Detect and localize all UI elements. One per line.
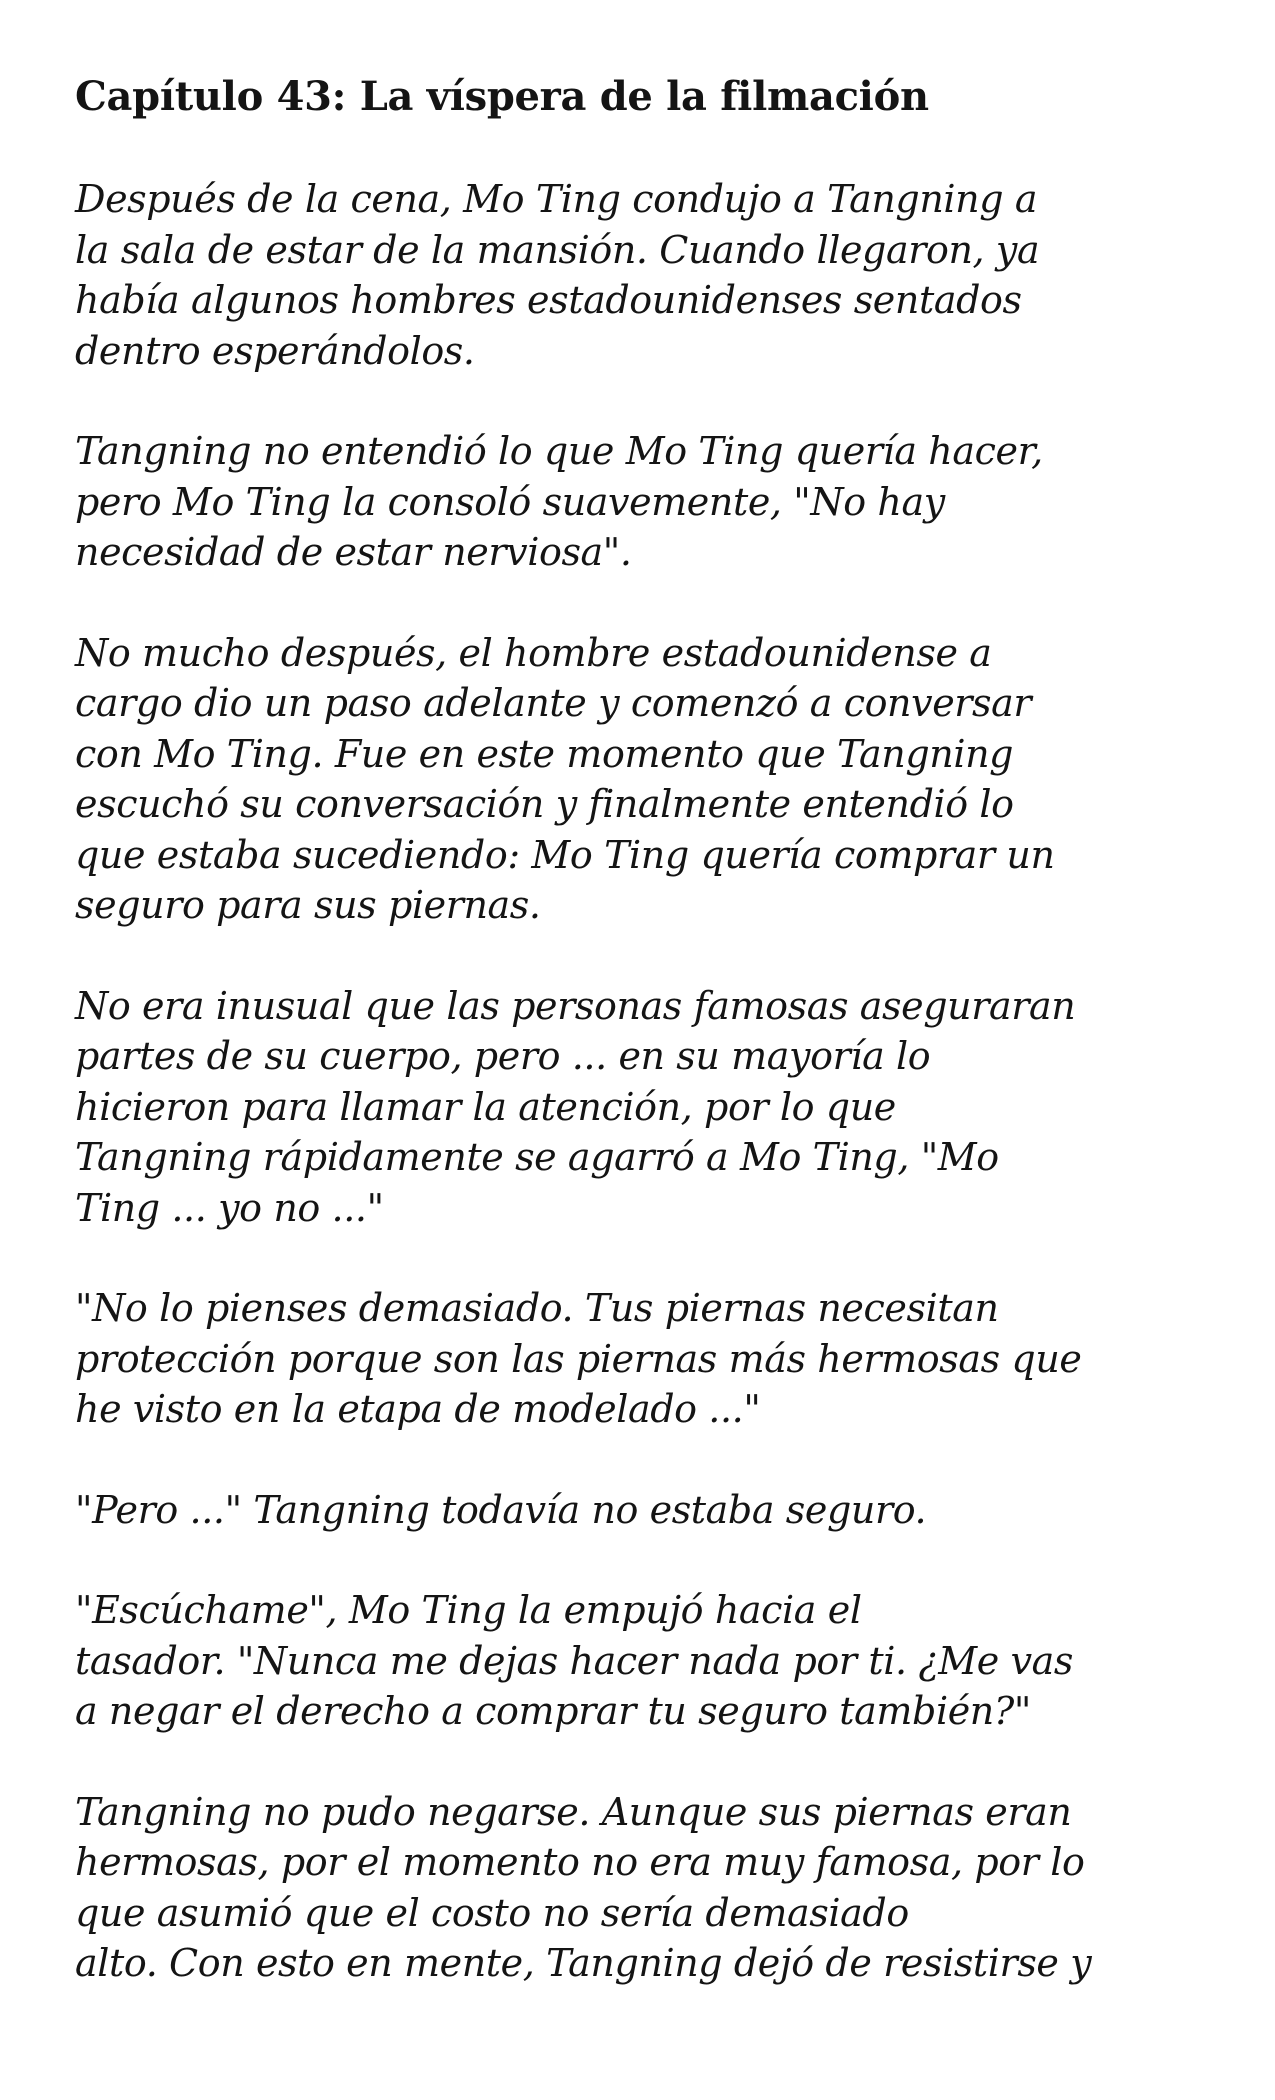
text-line: alto. Con esto en mente, Tangning dejó de resistirse y bbox=[75, 1941, 1092, 1985]
text-line: Ting ... yo no ..." bbox=[75, 1185, 384, 1230]
text-line: Tangning no entendió lo que Mo Ting quería hacer, bbox=[75, 429, 1043, 473]
text-line: hicieron para llamar la atención, por lo que bbox=[75, 1084, 896, 1129]
paragraph-6 bbox=[75, 1485, 1215, 1536]
text-line: Después de la cena, Mo Ting condujo a Tangning a bbox=[75, 177, 1038, 221]
text-line: a negar el derecho a comprar tu seguro también?" bbox=[75, 1689, 1031, 1733]
text-line: que estaba sucediendo: Mo Ting quería comprar un bbox=[75, 832, 1055, 877]
text-line: No mucho después, el hombre estadounidense a bbox=[75, 630, 992, 675]
text-line: con Mo Ting. Fue en este momento que Tangning bbox=[75, 731, 1014, 776]
text-line: cargo dio un paso adelante y comenzó a conversar bbox=[75, 681, 1032, 725]
paragraph-7 bbox=[75, 1585, 1215, 1737]
document-page bbox=[75, 70, 1215, 2039]
chapter-title: Capítulo 43: La víspera de la filmación bbox=[75, 73, 929, 120]
paragraph-8 bbox=[75, 1787, 1215, 1989]
paragraph-1 bbox=[75, 174, 1215, 376]
paragraph-5 bbox=[75, 1283, 1215, 1435]
text-line: Tangning rápidamente se agarró a Mo Ting, "Mo bbox=[75, 1135, 999, 1179]
text-line: seguro para sus piernas. bbox=[75, 883, 541, 927]
text-line: No era inusual que las personas famosas aseguraran bbox=[75, 983, 1076, 1028]
text-line: "No lo pienses demasiado. Tus piernas necesitan bbox=[75, 1286, 999, 1330]
text-line: he visto en la etapa de modelado ..." bbox=[75, 1387, 761, 1431]
text-line: necesidad de estar nerviosa". bbox=[75, 530, 632, 574]
text-line: protección porque son las piernas más hermosas que bbox=[75, 1336, 1082, 1381]
text-line: había algunos hombres estadounidenses sentados bbox=[75, 278, 1022, 322]
text-line: pero Mo Ting la consoló suavemente, "No hay bbox=[75, 479, 945, 524]
text-line: "Escúchame", Mo Ting la empujó hacia el bbox=[75, 1588, 862, 1632]
text-line: escuchó su conversación y finalmente entendió lo bbox=[75, 782, 1014, 826]
paragraph-4 bbox=[75, 981, 1215, 1234]
text-line: partes de su cuerpo, pero ... en su mayoría lo bbox=[75, 1034, 931, 1078]
paragraph-3 bbox=[75, 628, 1215, 931]
text-line: dentro esperándolos. bbox=[75, 328, 475, 373]
text-line: tasador. "Nunca me dejas hacer nada por ti. ¿Me vas bbox=[75, 1638, 1073, 1683]
text-line: Tangning no pudo negarse. Aunque sus piernas eran bbox=[75, 1789, 1072, 1834]
text-line: la sala de estar de la mansión. Cuando llegaron, ya bbox=[75, 227, 1040, 272]
text-line: que asumió que el costo no sería demasiado bbox=[75, 1890, 909, 1935]
text-line: hermosas, por el momento no era muy famosa, por lo bbox=[75, 1840, 1085, 1884]
text-line: "Pero ..." Tangning todavía no estaba seguro. bbox=[75, 1487, 927, 1532]
paragraph-2 bbox=[75, 426, 1215, 578]
